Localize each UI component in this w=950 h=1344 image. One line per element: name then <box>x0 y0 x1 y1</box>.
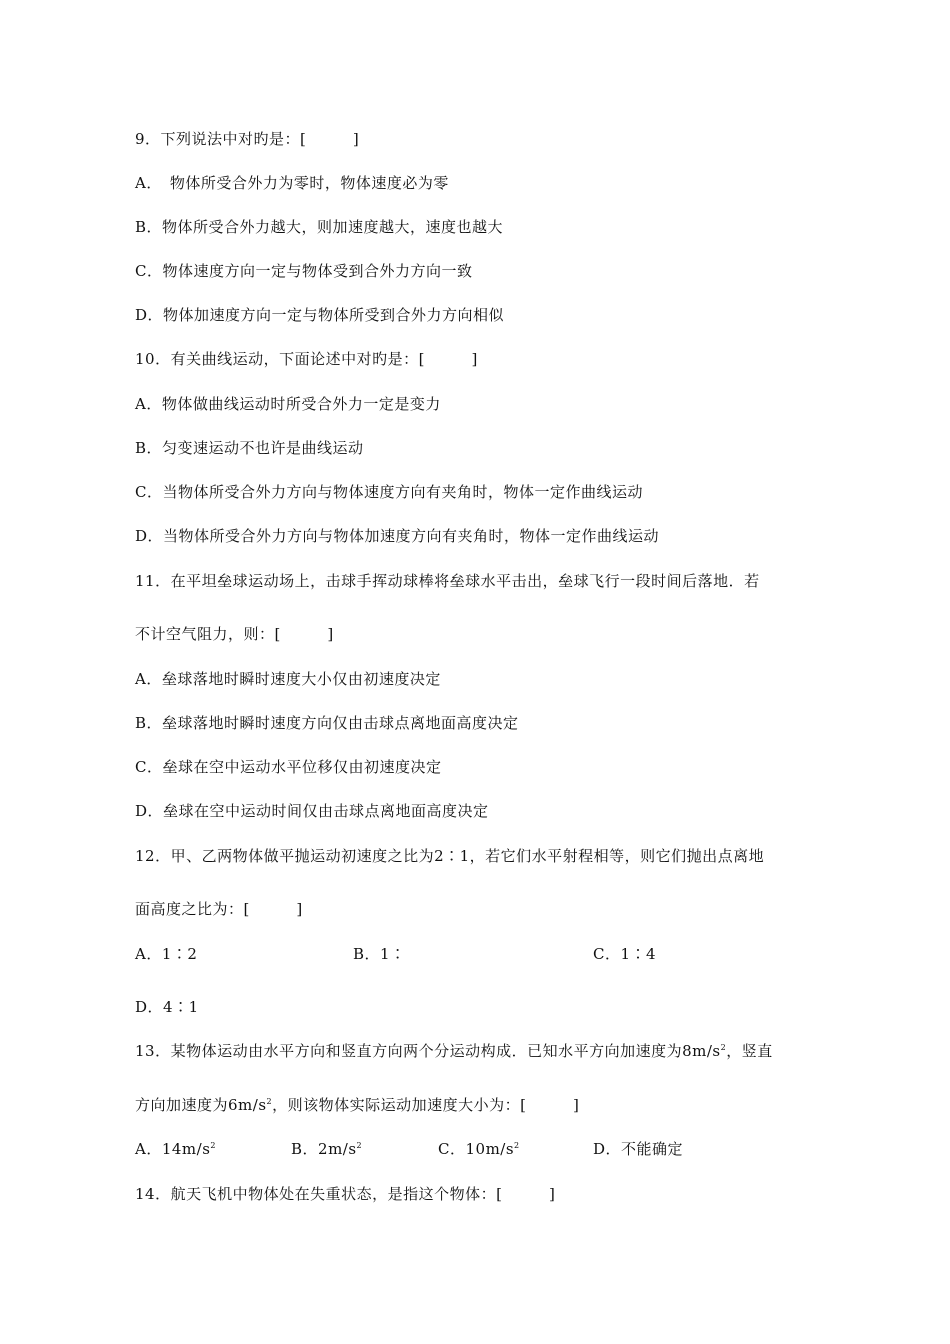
question-13-option-c <box>438 1138 520 1159</box>
question-12-option-a: A．1∶2 <box>135 945 198 963</box>
question-10-option-c: C．当物体所受合外力方向与物体速度方向有夹角时，物体一定作曲线运动 <box>135 483 643 501</box>
question-13-stem-line-1-tail: ，竖直 <box>726 1042 773 1060</box>
question-10-option-b: B．匀变速运动不也许是曲线运动 <box>135 439 364 457</box>
question-11-option-d: D．垒球在空中运动时间仅由击球点离地面高度决定 <box>135 802 489 820</box>
question-9-stem: 9．下列说法中对旳是：[ ] <box>135 130 360 148</box>
question-9-option-b: B．物体所受合外力越大，则加速度越大，速度也越大 <box>135 218 504 236</box>
question-12-option-c: C．1∶4 <box>593 945 657 963</box>
question-13-stem-line-2-tail: ，则该物体实际运动加速度大小为：[ ] <box>272 1096 580 1114</box>
question-9-option-a: A． 物体所受合外力为零时，物体速度必为零 <box>135 174 449 192</box>
question-12-stem-line-1: 12．甲、乙两物体做平抛运动初速度之比为2∶1，若它们水平射程相等，则它们抛出点离地 <box>135 847 765 865</box>
superscript: 2 <box>210 1141 216 1150</box>
question-12-stem-line-2: 面高度之比为：[ ] <box>135 900 303 918</box>
question-11-option-a: A．垒球落地时瞬时速度大小仅由初速度决定 <box>135 670 441 688</box>
superscript: 2 <box>720 1043 727 1052</box>
question-12-option-d: D．4∶1 <box>135 998 199 1016</box>
question-13-option-b-text: B．2m/s <box>291 1140 357 1158</box>
question-13-stem-line-2 <box>135 1094 579 1115</box>
superscript: 2 <box>514 1141 520 1150</box>
question-10-stem: 10．有关曲线运动，下面论述中对旳是：[ ] <box>135 350 478 368</box>
question-9-option-d: D．物体加速度方向一定与物体所受到合外力方向相似 <box>135 306 505 324</box>
superscript: 2 <box>266 1097 273 1106</box>
question-13-option-c-text: C．10m/s <box>438 1140 515 1158</box>
question-9-option-c: C．物体速度方向一定与物体受到合外力方向一致 <box>135 262 473 280</box>
question-13-stem-line-2-text: 方向加速度为6m/s <box>135 1096 267 1114</box>
question-13-option-a <box>135 1138 216 1159</box>
question-13-stem-line-1-text: 13．某物体运动由水平方向和竖直方向两个分运动构成．已知水平方向加速度为8m/s <box>135 1042 721 1060</box>
question-10-option-a: A．物体做曲线运动时所受合外力一定是变力 <box>135 395 441 413</box>
question-10-option-d: D．当物体所受合外力方向与物体加速度方向有夹角时，物体一定作曲线运动 <box>135 527 660 545</box>
question-13-option-b <box>291 1138 362 1159</box>
question-13-option-a-text: A．14m/s <box>135 1140 211 1158</box>
superscript: 2 <box>356 1141 363 1150</box>
question-11-option-b: B．垒球落地时瞬时速度方向仅由击球点离地面高度决定 <box>135 714 519 732</box>
question-11-stem-line-1: 11．在平坦垒球运动场上，击球手挥动球棒将垒球水平击出，垒球飞行一段时间后落地．若 <box>135 572 760 590</box>
question-11-stem-line-2: 不计空气阻力，则：[ ] <box>135 625 334 643</box>
question-13-option-d: D．不能确定 <box>593 1140 684 1158</box>
question-14-stem: 14．航天飞机中物体处在失重状态，是指这个物体：[ ] <box>135 1185 556 1203</box>
question-11-option-c: C．垒球在空中运动水平位移仅由初速度决定 <box>135 758 442 776</box>
question-12-option-b: B．1∶ <box>353 945 406 963</box>
question-13-stem-line-1 <box>135 1040 773 1061</box>
